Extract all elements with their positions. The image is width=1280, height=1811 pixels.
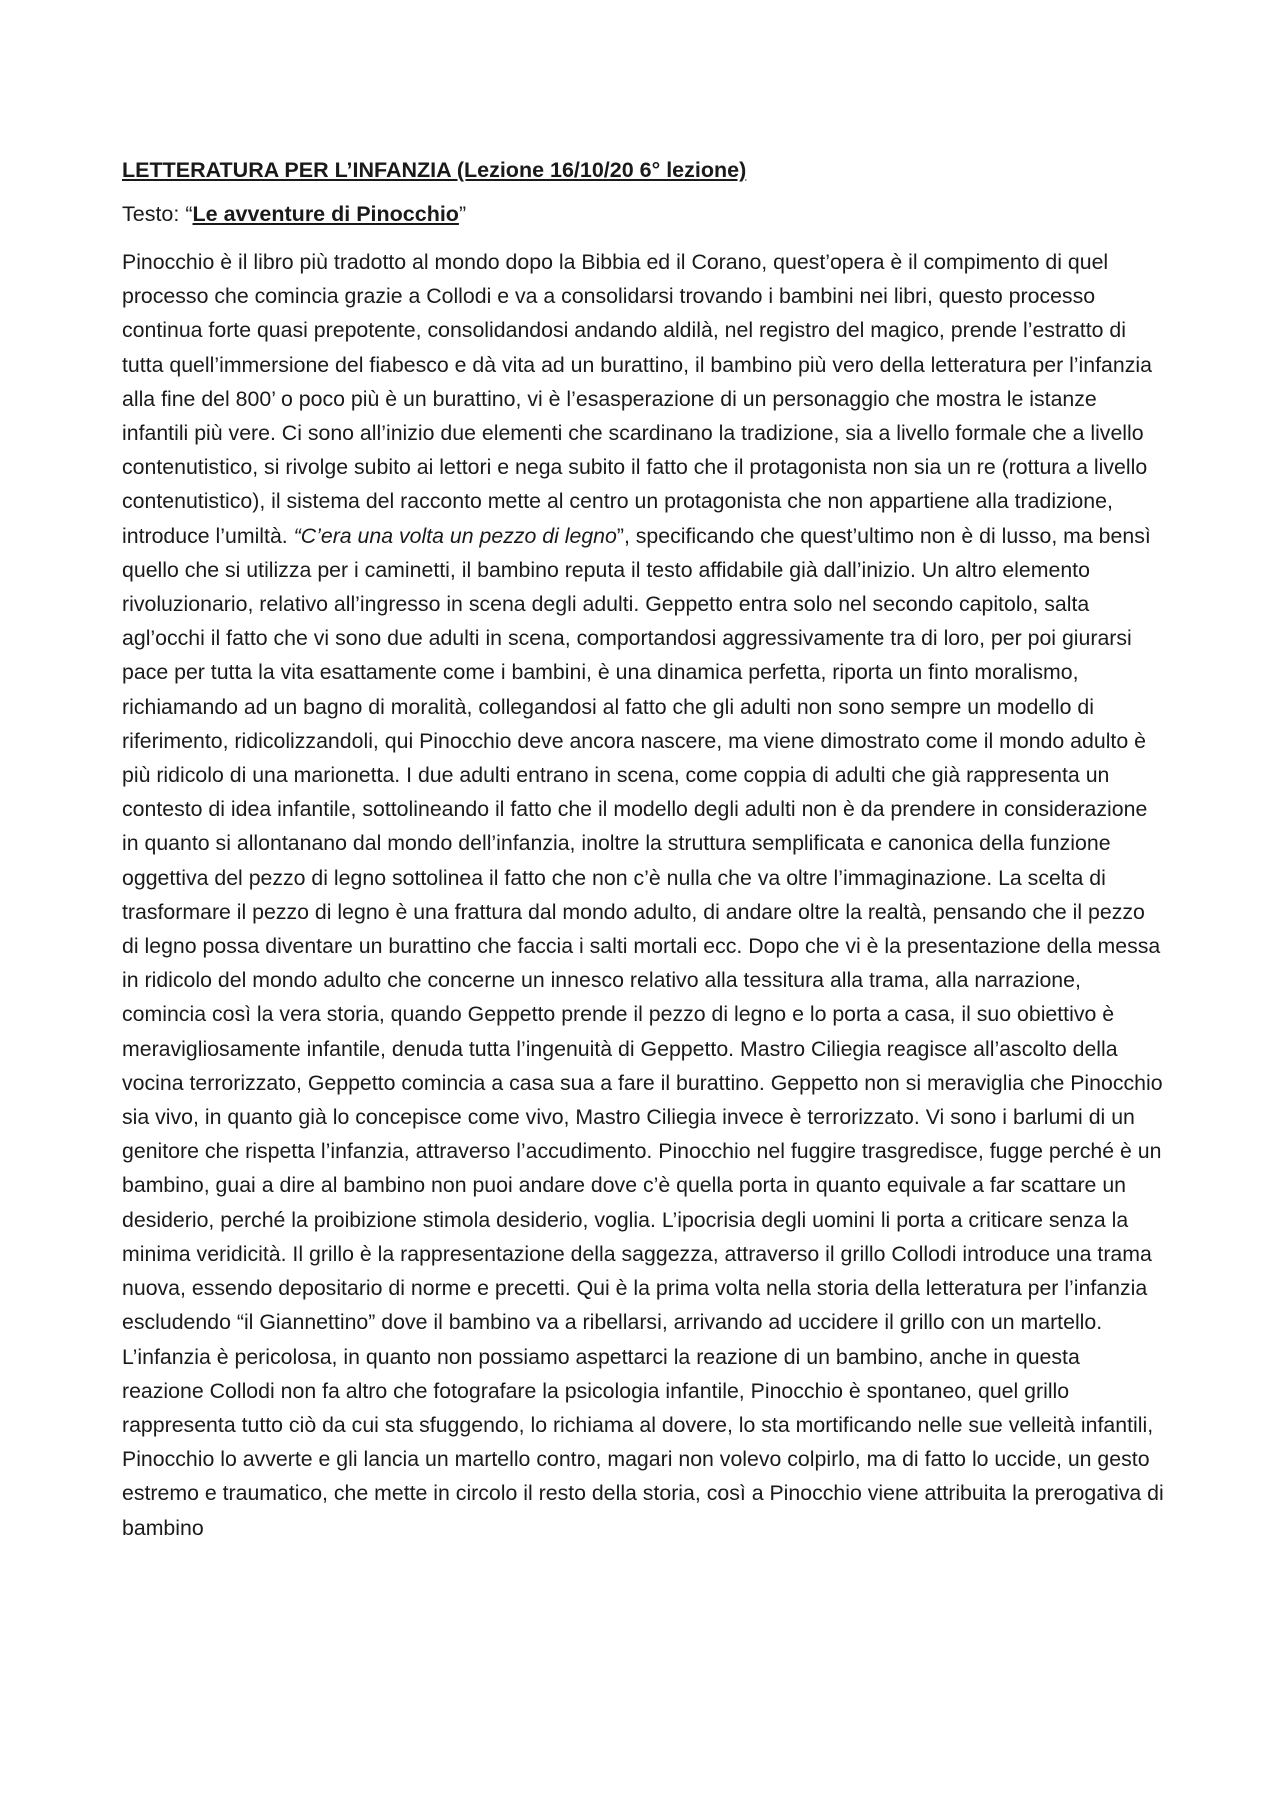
italic-quote: “C’era una volta un pezzo di legno bbox=[293, 523, 617, 548]
text-reference-line bbox=[122, 197, 1166, 231]
text-reference-suffix: ” bbox=[458, 202, 467, 226]
body-paragraph-part-2: ”, specificando che quest’ultimo non è di lusso, ma bensì quello che si utilizza per i caminetti, il bambino reputa il testo affidabile già dall’inizio. Un altro elemento rivoluzionario, relativo all’ingresso in scena degli adulti. Geppetto entra solo nel secondo capitolo, salta agl’occhi il fatto che vi sono due adulti in scena, comportandosi aggressivamente tra di loro, per poi giurarsi pace per tutta la vita esattamente come i bambini, è una dinamica perfetta, riporta un finto moralismo, richiamando ad un bagno di moralità, collegandosi al fatto che gli adulti non sono sempre un modello di riferimento, ridicolizzandoli, qui Pinocchio deve ancora nascere, ma viene dimostrato come il mondo adulto è più ridicolo di una marionetta. I due adulti entrano in scena, come coppia di adulti che già rappresenta un contesto di idea infantile, sottolineando il fatto che il modello degli adulti non è da prendere in considerazione in quanto si allontanano dal mondo dell’infanzia, inoltre la struttura semplificata e canonica della funzione oggettiva del pezzo di legno sottolinea il fatto che non c’è nulla che va oltre l’immaginazione. La scelta di trasformare il pezzo di legno è una frattura dal mondo adulto, di andare oltre la realtà, pensando che il pezzo di legno possa diventare un burattino che faccia i salti mortali ecc. Dopo che vi è la presentazione della messa in ridicolo del mondo adulto che concerne un innesco relativo alla tessitura alla trama, alla narrazione, comincia così la vera storia, quando Geppetto prende il pezzo di legno e lo porta a casa, il suo obiettivo è meravigliosamente infantile, denuda tutta l’ingenuità di Geppetto. Mastro Ciliegia reagisce all’ascolto della vocina terrorizzato, Geppetto comincia a casa sua a fare il burattino. Geppetto non si meraviglia che Pinocchio sia vivo, in quanto già lo concepisce come vivo, Mastro Ciliegia invece è terrorizzato. Vi sono i barlumi di un genitore che rispetta l’infanzia, attraverso l’accudimento. Pinocchio nel fuggire trasgredisce, fugge perché è un bambino, guai a dire al bambino non puoi andare dove c’è quella porta in quanto equivale a far scattare un desiderio, perché la proibizione stimola desiderio, voglia. L’ipocrisia degli uomini li porta a criticare senza la minima veridicità. Il grillo è la rappresentazione della saggezza, attraverso il grillo Collodi introduce una trama nuova, essendo depositario di norme e precetti. Qui è la prima volta nella storia della letteratura per l’infanzia escludendo “il Giannettino” dove il bambino va a ribellarsi, arrivando ad uccidere il grillo con un martello. L’infanzia è pericolosa, in quanto non possiamo aspettarci la reazione di un bambino, anche in questa reazione Collodi non fa altro che fotografare la psicologia infantile, Pinocchio è spontaneo, quel grillo rappresenta tutto ciò da cui sta sfuggendo, lo richiama al dovere, lo sta mortificando nelle sue velleità infantili, Pinocchio lo avverte e gli lancia un martello contro, magari non volevo colpirlo, ma di fatto lo uccide, un gesto estremo e traumatico, che mette in circolo il resto della storia, così a Pinocchio viene attribuita la prerogativa di bambino bbox=[122, 523, 1164, 1540]
book-title: Le avventure di Pinocchio bbox=[192, 202, 459, 226]
body-paragraph-part-1: Pinocchio è il libro più tradotto al mondo dopo la Bibbia ed il Corano, quest’opera è il compimento di quel processo che comincia grazie a Collodi e va a consolidarsi trovando i bambini nei libri, questo processo continua forte quasi prepotente, consolidandosi andando aldilà, nel registro del magico, prende l’estratto di tutta quell’immersione del fiabesco e dà vita ad un burattino, il bambino più vero della letteratura per l’infanzia alla fine del 800’ o poco più è un burattino, vi è l’esasperazione di un personaggio che mostra le istanze infantili più vere. Ci sono all’inizio due elementi che scardinano la tradizione, sia a livello formale che a livello contenutistico, si rivolge subito ai lettori e nega subito il fatto che il protagonista non sia un re (rottura a livello contenutistico), il sistema del racconto mette al centro un protagonista che non appartiene alla tradizione, introduce l’umiltà. bbox=[122, 250, 1152, 548]
body-paragraph bbox=[122, 245, 1166, 1545]
document-content bbox=[122, 153, 1166, 1545]
document-heading: LETTERATURA PER L’INFANZIA (Lezione 16/10/20 6° lezione) bbox=[122, 158, 747, 182]
text-reference-prefix: Testo: “ bbox=[122, 202, 193, 226]
